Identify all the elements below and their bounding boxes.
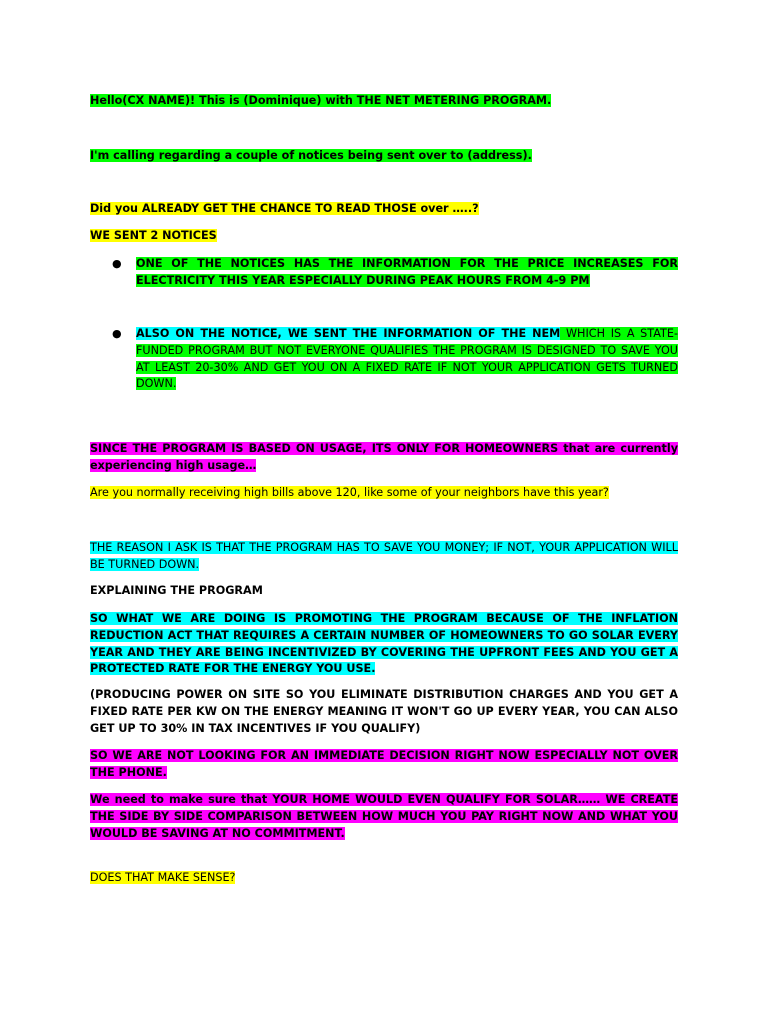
no-decision-paragraph — [90, 748, 678, 782]
promoting-paragraph — [90, 611, 678, 678]
bullet-1-text: ONE OF THE NOTICES HAS THE INFORMATION FOR THE PRICE INCREASES FOR ELECTRICITY THIS YEAR ESPECIALLY DURING PEAK HOURS FROM 4-9 PM — [136, 257, 678, 287]
qualify-text: We need to make sure that YOUR HOME WOULD EVEN QUALIFY FOR SOLAR…… WE CREATE THE SIDE BY SIDE COMPARISON BETWEEN HOW MUCH YOU PAY RIGHT NOW AND WHAT YOU WOULD BE SAVING AT NO COMMITMENT. — [90, 793, 678, 840]
bullet-2-rest-text: WHICH IS A STATE-FUNDED PROGRAM BUT NOT EVERYONE QUALIFIES THE PROGRAM IS DESIGNED TO SAVE YOU AT LEAST 20-30% AND GET YOU ON A FIXED RATE IF NOT YOUR APPLICATION GETS TURNED DOWN. — [136, 327, 678, 391]
producing-paragraph: (PRODUCING POWER ON SITE SO YOU ELIMINATE DISTRIBUTION CHARGES AND YOU GET A FIXED RATE PER KW ON THE ENERGY MEANING IT WON'T GO UP EVERY YEAR, YOU CAN ALSO GET UP TO 30% IN TAX INCENTIVES IF YOU QUALIFY) — [90, 688, 678, 735]
qualify-paragraph — [90, 792, 678, 842]
make-sense-line — [90, 870, 678, 887]
bullet-icon: ● — [112, 327, 122, 340]
usage-paragraph — [90, 441, 678, 475]
no-decision-text: SO WE ARE NOT LOOKING FOR AN IMMEDIATE DECISION RIGHT NOW ESPECIALLY NOT OVER THE PHONE. — [90, 749, 678, 779]
calling-line — [90, 148, 678, 165]
high-bills-line — [90, 485, 678, 502]
make-sense-text: DOES THAT MAKE SENSE? — [90, 871, 236, 884]
bullet-item-nem — [136, 326, 678, 393]
promoting-text: SO WHAT WE ARE DOING IS PROMOTING THE PROGRAM BECAUSE OF THE INFLATION REDUCTION ACT THAT REQUIRES A CERTAIN NUMBER OF HOMEOWNERS TO GO SOLAR EVERY YEAR AND THEY ARE BEING INCENTIVIZED BY COVERING THE UPFRONT FEES AND YOU GET A PROTECTED RATE FOR THE ENERGY YOU USE. — [90, 612, 678, 676]
bullet-item-price-increase — [136, 256, 678, 290]
greeting-line — [90, 93, 678, 110]
usage-text: SINCE THE PROGRAM IS BASED ON USAGE, ITS ONLY FOR HOMEOWNERS that are currently experiencing high usage… — [90, 442, 678, 472]
reason-paragraph — [90, 540, 678, 574]
greeting-text: Hello(CX NAME)! This is (Dominique) with THE NET METERING PROGRAM. — [90, 94, 552, 107]
high-bills-text: Are you normally receiving high bills above 120, like some of your neighbors have this year? — [90, 486, 609, 499]
read-question-text: Did you ALREADY GET THE CHANCE TO READ THOSE over …..? — [90, 202, 479, 215]
bullet-2-bold-text: ALSO ON THE NOTICE, WE SENT THE INFORMATION OF THE NEM — [136, 327, 561, 340]
calling-text: I'm calling regarding a couple of notices being sent over to (address). — [90, 149, 532, 162]
sent-notices-line — [90, 228, 678, 245]
sent-notices-text: WE SENT 2 NOTICES — [90, 229, 217, 242]
explaining-heading: EXPLAINING THE PROGRAM — [90, 584, 263, 597]
reason-text: THE REASON I ASK IS THAT THE PROGRAM HAS TO SAVE YOU MONEY; IF NOT, YOUR APPLICATION WILL BE TURNED DOWN. — [90, 541, 678, 571]
bullet-icon: ● — [112, 257, 122, 270]
read-question-line — [90, 201, 678, 218]
